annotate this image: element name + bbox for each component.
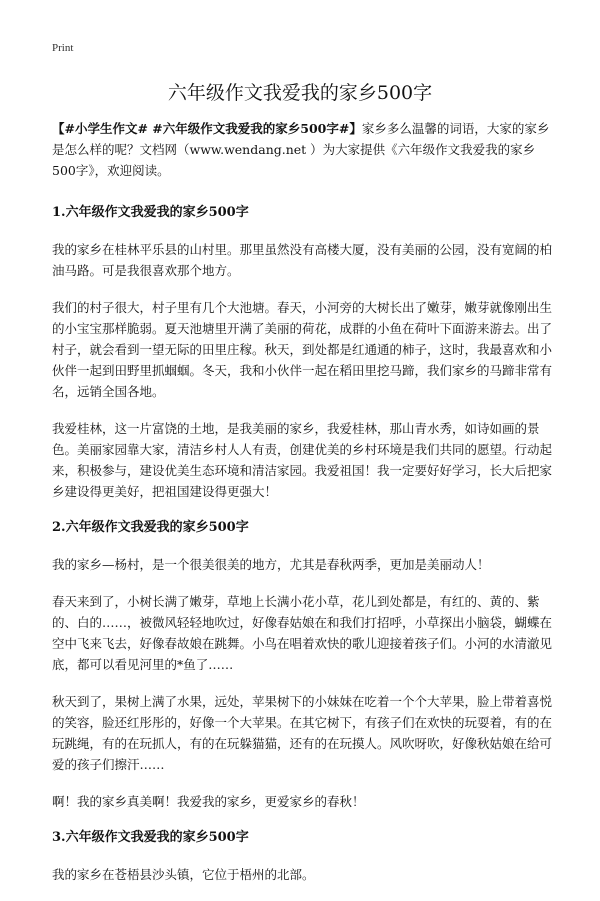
paragraph: 春天来到了，小树长满了嫩芽，草地上长满小花小草，花儿到处都是，有红的、黄的、紫的、白的……，被微风轻轻地吹过，好像春姑娘在和我们打招呼，小草探出小脑袋，蝴蝶在空中飞来飞去，好像春故娘在跳舞。小鸟在唱着欢快的歌儿迎接着孩子们。小河的水清澈见底，都可以看见河里的*鱼了…… bbox=[52, 594, 553, 672]
paragraph: 我的家乡在苍梧县沙头镇，它位于梧州的北部。 bbox=[52, 867, 315, 882]
paragraph: 秋天到了，果树上满了水果，远处，苹果树下的小妹妹在吃着一个个大苹果，脸上带着喜悦的笑容，脸还红彤彤的，好像一个大苹果。在其它树下，有孩子们在欢快的玩耍着，有的在玩跳绳，有的在玩抓人，有的在玩躲猫猫，还有的在玩摸人。风吹呀吹，好像秋姑娘在给可爱的孩子们擦汗…… bbox=[52, 694, 553, 772]
intro-paragraph bbox=[52, 118, 552, 181]
section-heading-3: 3.六年级作文我爱我的家乡500字 bbox=[52, 830, 249, 845]
paragraph: 我的家乡—杨村，是一个很美很美的地方，尤其是春秋两季，更加是美丽动人！ bbox=[52, 557, 490, 572]
article-body bbox=[52, 118, 552, 901]
paragraph: 我们的村子很大，村子里有几个大池塘。春天，小河旁的大树长出了嫩芽，嫩芽就像刚出生的小宝宝那样脆弱。夏天池塘里开满了美丽的荷花，成群的小鱼在荷叶下面游来游去。出了村子，就会看到一望无际的田里庄稼。秋天，到处都是红通通的柿子，这时，我最喜欢和小伙伴一起到田野里抓蝈蝈。冬天，我和小伙伴一起在稻田里挖马蹄，我们家乡的马蹄非常有名，远销全国各地。 bbox=[52, 300, 553, 399]
section-heading-2: 2.六年级作文我爱我的家乡500字 bbox=[52, 520, 249, 535]
print-label: Print bbox=[52, 42, 74, 54]
page-title: 六年级作文我爱我的家乡500字 bbox=[167, 82, 433, 104]
paragraph: 我爱桂林，这一片富饶的土地，是我美丽的家乡，我爱桂林，那山青水秀，如诗如画的景色。美丽家园靠大家，清洁乡村人人有责，创建优美的乡村环境是我们共同的愿望。行动起来，积极参与，建设优美生态环境和清洁家园。我爱祖国！我一定要好好学习，长大后把家乡建设得更美好，把祖国建设得更强大！ bbox=[52, 421, 553, 499]
intro-tags: 【#小学生作文# #六年级作文我爱我的家乡500字#】 bbox=[52, 121, 362, 136]
paragraph: 我的家乡在桂林平乐县的山村里。那里虽然没有高楼大厦，没有美丽的公园，没有宽阔的柏油马路。可是我很喜欢那个地方。 bbox=[52, 242, 553, 278]
paragraph: 啊！我的家乡真美啊！我爱我的家乡，更爱家乡的春秋！ bbox=[52, 794, 365, 809]
section-heading-1: 1.六年级作文我爱我的家乡500字 bbox=[52, 205, 249, 220]
intro-text: 家乡多么温馨的词语，大家的家乡是怎么样的呢？文档网（www.wendang.net ）为大家提供《六年级作文我爱我的家乡500字》，欢迎阅读。 bbox=[52, 121, 550, 178]
